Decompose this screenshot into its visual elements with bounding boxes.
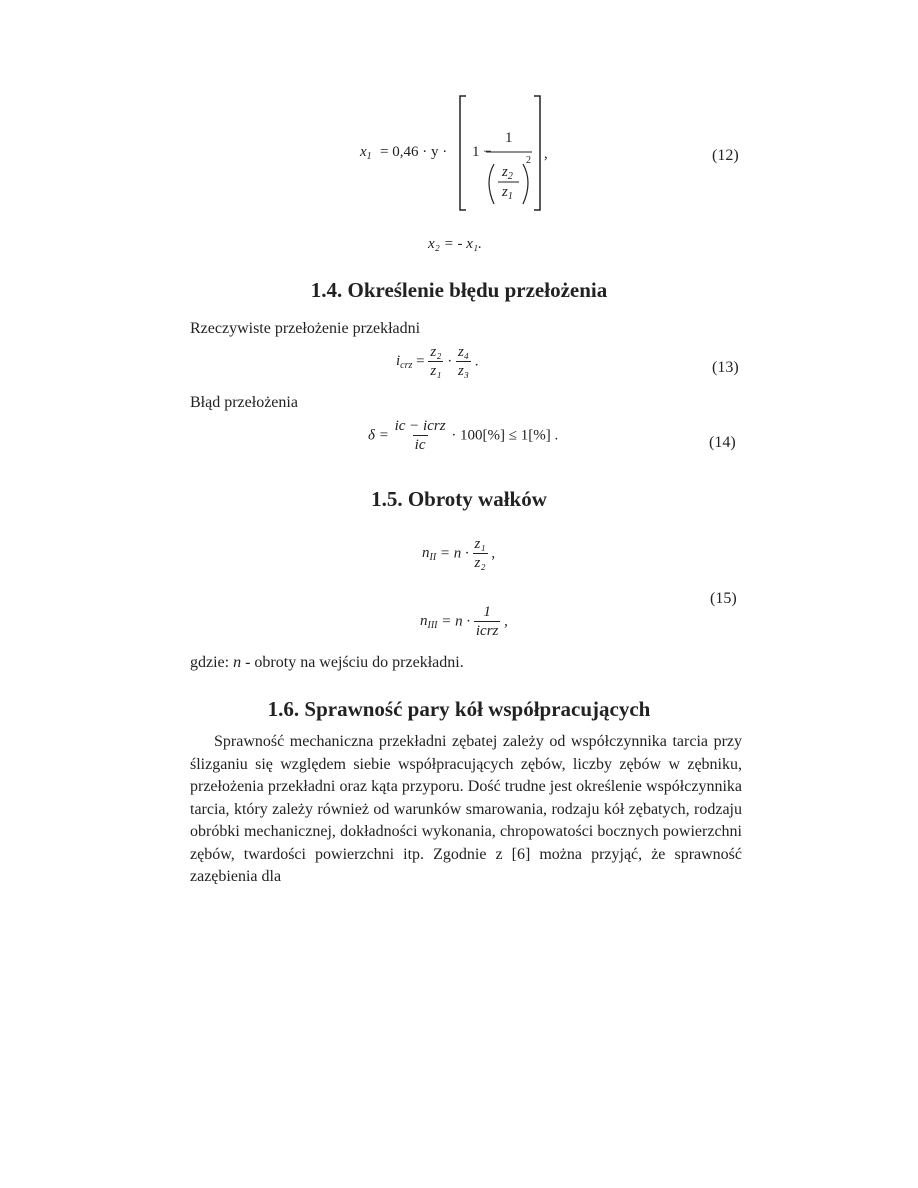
eq15b-lhs: $n_{III}$ (420, 612, 438, 631)
eq13-equals: = (416, 353, 425, 370)
equation-12 (360, 92, 560, 217)
eq15b-fraction: $\frac{1}{\text{icrz}}$ (475, 604, 499, 639)
eq13-fraction-2: $\frac{\text{z₄}}{\text{z₃}}$ (457, 344, 469, 379)
section-heading-1-5: 1.5. Obroty wałków (371, 487, 547, 511)
equation-number-13: (13) (712, 359, 739, 376)
equation-number-14: (14) (709, 434, 736, 451)
eq12-frac-num: 1 (505, 130, 513, 146)
section-14-intro: Rzeczywiste przełożenie przekładni (190, 320, 421, 337)
eq12-tail: , (544, 146, 548, 162)
eq12-z2: $z_2$ (502, 164, 513, 182)
eq12-one: 1 − (472, 144, 492, 160)
eq14-lhs: δ = (368, 427, 389, 444)
eq13-fraction-1: $\frac{\text{z₂}}{\text{z₁}}$ (430, 344, 442, 379)
eq12-z1: $z_1$ (502, 184, 513, 202)
equation-number-15: (15) (710, 590, 737, 607)
section-heading-1-4: 1.4. Określenie błędu przełożenia (310, 278, 608, 302)
where-clause: gdzie: n - obroty na wejściu do przekładni. (190, 654, 464, 671)
eq12-coef: = 0,46 · y · (380, 144, 448, 160)
eq13-tail: . (474, 353, 479, 370)
eq15a-tail: , (491, 545, 496, 562)
equation-13 (396, 344, 479, 394)
error-label: Błąd przełożenia (190, 394, 298, 411)
equation-15a (422, 536, 495, 586)
equation-x2: x₂ = - x₁. (428, 236, 482, 252)
eq14-fraction: $\frac{\text{ic − icrz}}{ic}$ (394, 418, 446, 453)
eq13-lhs: $i_{crz}$ (396, 352, 413, 371)
equation-15b (420, 604, 508, 654)
equation-14 (368, 418, 558, 468)
eq15b-mid: = n · (441, 613, 471, 630)
eq15a-fraction: $\frac{\text{z₁}}{\text{z₂}}$ (474, 536, 486, 571)
eq15a-lhs: $n_{II}$ (422, 544, 437, 563)
section-heading-1-6: 1.6. Sprawność pary kół współpracujących (267, 697, 651, 721)
eq14-rhs: · 100[%] ≤ 1[%] . (451, 427, 559, 444)
eq13-dot: · (447, 353, 453, 370)
eq15b-tail: , (504, 613, 508, 630)
eq12-lhs: $x_1$ (360, 144, 372, 162)
eq12-exponent: 2 (526, 155, 531, 166)
eq15a-mid: = n · (439, 545, 469, 562)
equation-number-12: (12) (712, 147, 739, 164)
section-16-paragraph: Sprawność mechaniczna przekładni zębatej zależy od współczynnika tarcia przy ślizganiu się względem siebie współpracujących zębów, liczby zębów w zębniku, przełożenia przekładni oraz kąta przyporu. Dość trudne jest określenie współczynnika tarcia, który zależy również od warunków smarowania, rodzaju kół zębatych, rodzaju obróbki mechanicznej, dokładności wykonania, chropowatości bocznych powierzchni zębów, twardości powierzchni itp. Zgodnie z [6] można przyjąć, że sprawność zazębienia dla (190, 733, 742, 885)
